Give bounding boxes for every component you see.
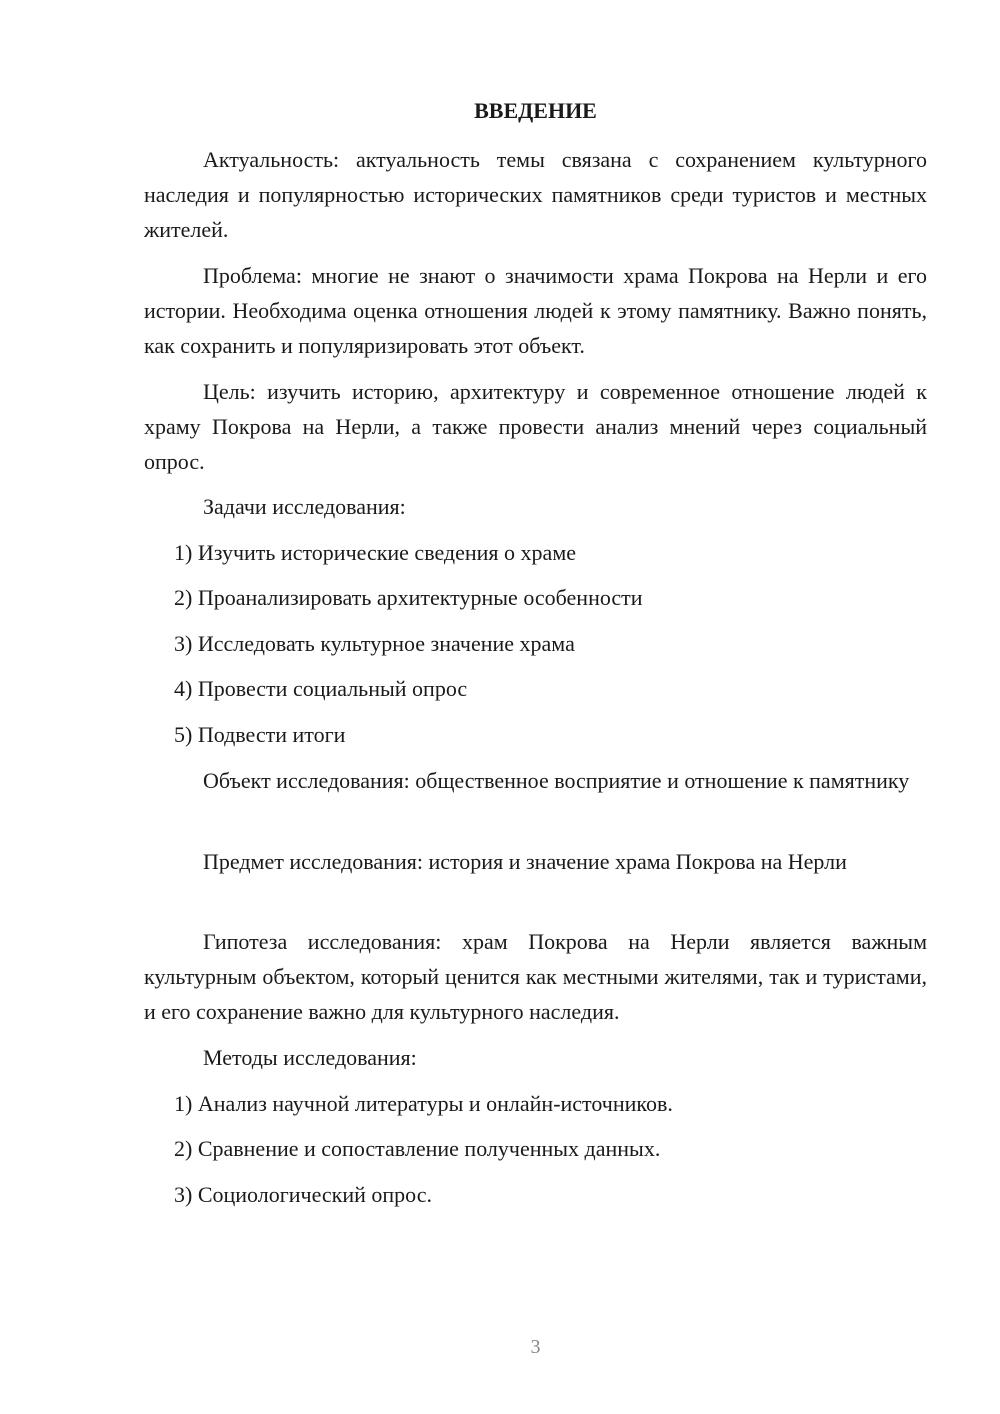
paragraph-hypothesis: Гипотеза исследования: храм Покрова на Нерли является важным культурным объектом, который ценится как местными жителями, так и туристами, и его сохранение важно для культурного наследия. <box>144 929 927 1024</box>
task-item: 3) Исследовать культурное значение храма <box>174 631 575 656</box>
task-item: 2) Проанализировать архитектурные особенности <box>174 585 643 610</box>
paragraph-subject: Предмет исследования: история и значение храма Покрова на Нерли <box>203 849 847 874</box>
task-item: 4) Провести социальный опрос <box>174 676 468 701</box>
method-item: 3) Социологический опрос. <box>174 1182 432 1207</box>
method-item: 2) Сравнение и сопоставление полученных данных. <box>174 1136 661 1161</box>
document-page <box>144 0 927 1414</box>
paragraph-relevance: Актуальность: актуальность темы связана с сохранением культурного наследия и популярностью исторических памятников среди туристов и местных жителей. <box>144 147 927 242</box>
section-heading: ВВЕДЕНИЕ <box>474 98 597 123</box>
methods-label: Методы исследования: <box>203 1045 417 1070</box>
page-number: 3 <box>530 1336 541 1358</box>
paragraph-problem: Проблема: многие не знают о значимости храма Покрова на Нерли и его истории. Необходима оценка отношения людей к этому памятнику. Важно понять, как сохранить и популяризировать этот объект. <box>144 263 927 358</box>
paragraph-goal: Цель: изучить историю, архитектуру и современное отношение людей к храму Покрова на Нерли, а также провести анализ мнений через социальный опрос. <box>144 379 927 474</box>
method-item: 1) Анализ научной литературы и онлайн-источников. <box>174 1091 673 1116</box>
paragraph-object: Объект исследования: общественное восприятие и отношение к памятнику <box>203 768 910 793</box>
tasks-label: Задачи исследования: <box>203 494 406 519</box>
task-item: 1) Изучить исторические сведения о храме <box>174 540 577 565</box>
task-item: 5) Подвести итоги <box>174 722 346 747</box>
